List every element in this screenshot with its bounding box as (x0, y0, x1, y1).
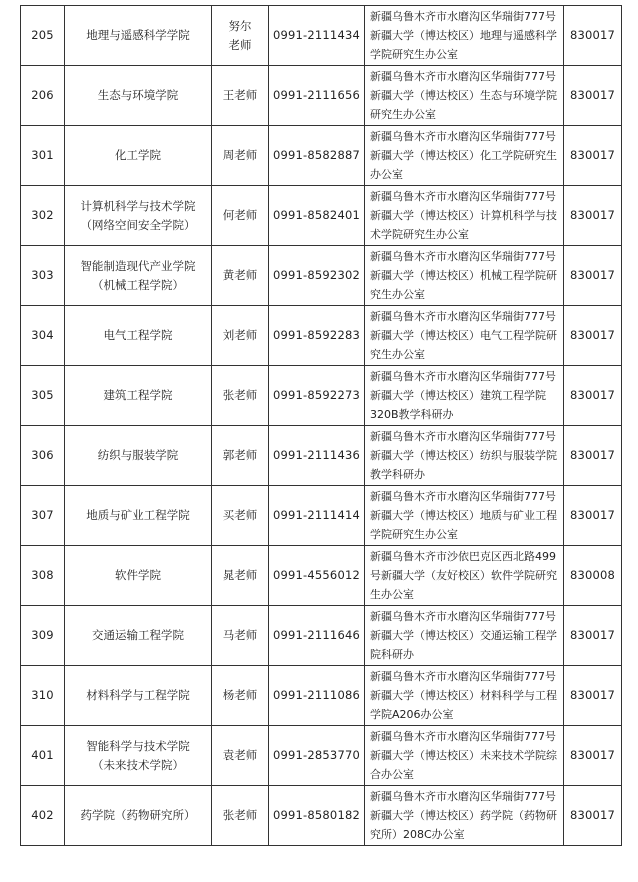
contact-person-cell (212, 246, 269, 306)
phone-cell: 0991-8592273 (269, 366, 365, 426)
address-cell: 新疆乌鲁木齐市水磨沟区华瑞街777号新疆大学（博达校区）交通运输工程学院科研办 (365, 606, 564, 666)
contact-person-cell (212, 486, 269, 546)
contact-person-cell (212, 126, 269, 186)
postcode-cell: 830017 (564, 666, 622, 726)
table-body (21, 6, 622, 846)
table-row (21, 786, 622, 846)
college-code-cell: 303 (21, 246, 65, 306)
phone-cell: 0991-2111086 (269, 666, 365, 726)
college-name-line: 化工学院 (115, 148, 161, 162)
college-name-cell (65, 186, 212, 246)
college-code-cell: 306 (21, 426, 65, 486)
address-cell: 新疆乌鲁木齐市水磨沟区华瑞街777号新疆大学（博达校区）电气工程学院研究生办公室 (365, 306, 564, 366)
contact-person-line: 袁老师 (222, 748, 258, 762)
college-name-line: 计算机科学与技术学院 (80, 198, 196, 213)
postcode-cell: 830017 (564, 246, 622, 306)
table-row (21, 486, 622, 546)
college-code-cell: 206 (21, 66, 65, 126)
contact-person-cell (212, 546, 269, 606)
college-name-line: 电气工程学院 (103, 328, 173, 342)
address-cell: 新疆乌鲁木齐市水磨沟区华瑞街777号新疆大学（博达校区）材料科学与工程学院A206办公室 (365, 666, 564, 726)
college-name-line: 纺织与服装学院 (97, 448, 179, 462)
college-name-cell (65, 126, 212, 186)
contact-person-cell (212, 666, 269, 726)
college-code-cell: 307 (21, 486, 65, 546)
college-name-line: 软件学院 (115, 568, 161, 582)
contact-person-line: 杨老师 (222, 688, 258, 702)
college-code-cell: 302 (21, 186, 65, 246)
contact-person-cell (212, 366, 269, 426)
postcode-cell: 830017 (564, 186, 622, 246)
contact-person-line: 张老师 (222, 388, 258, 402)
phone-cell: 0991-8580182 (269, 786, 365, 846)
college-name-line: 智能制造现代产业学院 (80, 258, 196, 273)
contact-person-line: 周老师 (222, 148, 258, 162)
contact-person-cell (212, 66, 269, 126)
address-cell: 新疆乌鲁木齐市水磨沟区华瑞街777号新疆大学（博达校区）地质与矿业工程学院研究生办公室 (365, 486, 564, 546)
college-code-cell: 308 (21, 546, 65, 606)
phone-cell: 0991-8592302 (269, 246, 365, 306)
college-code-cell: 304 (21, 306, 65, 366)
postcode-cell: 830017 (564, 426, 622, 486)
college-name-cell (65, 546, 212, 606)
table-row (21, 606, 622, 666)
college-name-line: （未来技术学院） (92, 757, 184, 772)
contact-person-cell (212, 606, 269, 666)
table-row (21, 6, 622, 66)
college-contact-table (20, 5, 622, 846)
contact-person-cell (212, 306, 269, 366)
college-name-cell (65, 486, 212, 546)
postcode-cell: 830017 (564, 606, 622, 666)
phone-cell: 0991-2853770 (269, 726, 365, 786)
college-name-line: （机械工程学院） (92, 277, 184, 292)
address-cell: 新疆乌鲁木齐市水磨沟区华瑞街777号新疆大学（博达校区）计算机科学与技术学院研究生办公室 (365, 186, 564, 246)
college-name-line: 智能科学与技术学院 (86, 738, 190, 753)
college-name-cell (65, 426, 212, 486)
college-name-line: 建筑工程学院 (103, 388, 173, 402)
contact-person-line: 马老师 (222, 628, 258, 642)
college-name-line: 地质与矿业工程学院 (86, 508, 190, 522)
address-cell: 新疆乌鲁木齐市水磨沟区华瑞街777号新疆大学（博达校区）生态与环境学院研究生办公室 (365, 66, 564, 126)
college-name-line: 药学院（药物研究所） (80, 808, 196, 822)
table-row (21, 186, 622, 246)
college-name-cell (65, 366, 212, 426)
postcode-cell: 830017 (564, 726, 622, 786)
postcode-cell: 830017 (564, 306, 622, 366)
phone-cell: 0991-8592283 (269, 306, 365, 366)
table-row (21, 426, 622, 486)
address-cell: 新疆乌鲁木齐市水磨沟区华瑞街777号新疆大学（博达校区）药学院（药物研究所）208C办公室 (365, 786, 564, 846)
college-name-cell (65, 786, 212, 846)
college-name-line: 地理与遥感科学学院 (86, 28, 190, 42)
address-cell: 新疆乌鲁木齐市水磨沟区华瑞街777号新疆大学（博达校区）化工学院研究生办公室 (365, 126, 564, 186)
college-name-cell (65, 66, 212, 126)
address-cell: 新疆乌鲁木齐市水磨沟区华瑞街777号新疆大学（博达校区）纺织与服装学院教学科研办 (365, 426, 564, 486)
phone-cell: 0991-2111434 (269, 6, 365, 66)
college-name-cell (65, 246, 212, 306)
contact-person-line: 张老师 (222, 808, 258, 822)
contact-person-cell (212, 426, 269, 486)
contact-person-line: 黄老师 (222, 268, 258, 282)
college-name-line: （网络空间安全学院） (80, 217, 196, 232)
table-row (21, 366, 622, 426)
contact-person-line: 何老师 (222, 208, 258, 222)
table-row (21, 726, 622, 786)
college-name-cell (65, 306, 212, 366)
address-cell: 新疆乌鲁木齐市水磨沟区华瑞街777号新疆大学（博达校区）未来技术学院综合办公室 (365, 726, 564, 786)
table-row (21, 246, 622, 306)
college-name-cell (65, 6, 212, 66)
college-code-cell: 310 (21, 666, 65, 726)
table-row (21, 66, 622, 126)
contact-person-line: 刘老师 (222, 328, 258, 342)
college-name-cell (65, 606, 212, 666)
phone-cell: 0991-2111414 (269, 486, 365, 546)
college-code-cell: 401 (21, 726, 65, 786)
college-name-line: 交通运输工程学院 (92, 628, 184, 642)
contact-person-line: 买老师 (222, 508, 258, 522)
college-name-line: 材料科学与工程学院 (86, 688, 190, 702)
phone-cell: 0991-8582887 (269, 126, 365, 186)
contact-person-line: 老师 (228, 37, 252, 52)
college-code-cell: 301 (21, 126, 65, 186)
college-code-cell: 309 (21, 606, 65, 666)
address-cell: 新疆乌鲁木齐市沙依巴克区西北路499号新疆大学（友好校区）软件学院研究生办公室 (365, 546, 564, 606)
address-cell: 新疆乌鲁木齐市水磨沟区华瑞街777号新疆大学（博达校区）机械工程学院研究生办公室 (365, 246, 564, 306)
contact-person-cell (212, 6, 269, 66)
postcode-cell: 830017 (564, 126, 622, 186)
contact-person-line: 王老师 (222, 88, 258, 102)
postcode-cell: 830017 (564, 486, 622, 546)
contact-person-line: 努尔 (228, 18, 252, 33)
postcode-cell: 830017 (564, 6, 622, 66)
table-row (21, 306, 622, 366)
college-name-cell (65, 726, 212, 786)
contact-person-cell (212, 786, 269, 846)
college-code-cell: 205 (21, 6, 65, 66)
contact-person-line: 晁老师 (222, 568, 258, 582)
phone-cell: 0991-8582401 (269, 186, 365, 246)
address-cell: 新疆乌鲁木齐市水磨沟区华瑞街777号新疆大学（博达校区）建筑工程学院320B教学科研办 (365, 366, 564, 426)
contact-person-cell (212, 726, 269, 786)
table-row (21, 126, 622, 186)
address-cell: 新疆乌鲁木齐市水磨沟区华瑞街777号新疆大学（博达校区）地理与遥感科学学院研究生办公室 (365, 6, 564, 66)
college-name-line: 生态与环境学院 (97, 88, 179, 102)
postcode-cell: 830017 (564, 366, 622, 426)
postcode-cell: 830017 (564, 786, 622, 846)
phone-cell: 0991-2111646 (269, 606, 365, 666)
college-code-cell: 305 (21, 366, 65, 426)
college-name-cell (65, 666, 212, 726)
contact-person-cell (212, 186, 269, 246)
table-row (21, 666, 622, 726)
contact-person-line: 郭老师 (222, 448, 258, 462)
table-row (21, 546, 622, 606)
phone-cell: 0991-4556012 (269, 546, 365, 606)
postcode-cell: 830017 (564, 66, 622, 126)
phone-cell: 0991-2111656 (269, 66, 365, 126)
postcode-cell: 830008 (564, 546, 622, 606)
college-code-cell: 402 (21, 786, 65, 846)
phone-cell: 0991-2111436 (269, 426, 365, 486)
